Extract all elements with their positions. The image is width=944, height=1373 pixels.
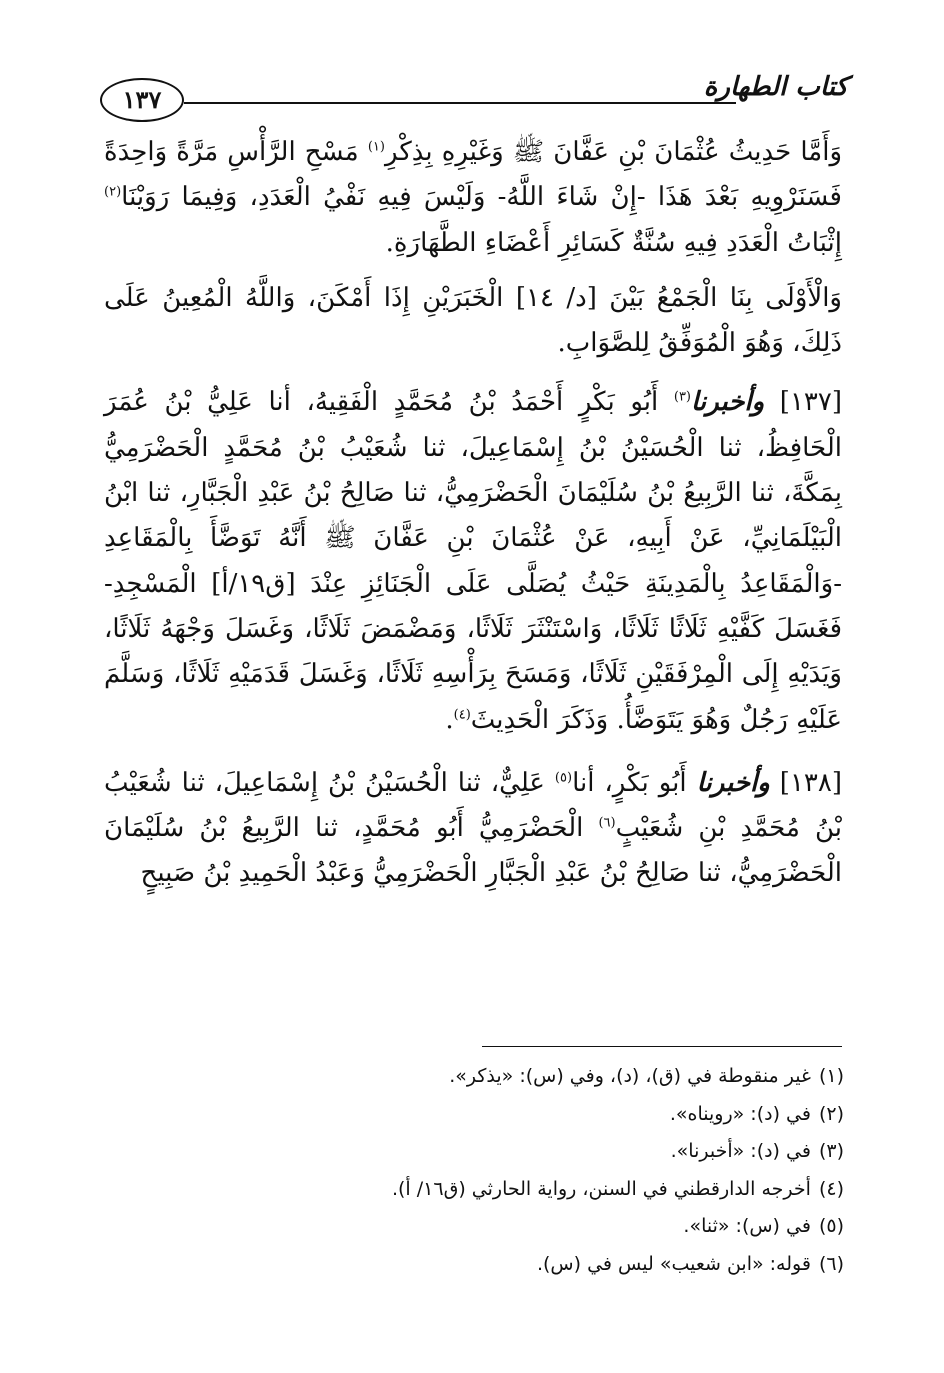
footnote-marker-3: (٣) (673, 389, 691, 405)
footnote (104, 1133, 844, 1171)
header-rule (184, 102, 736, 104)
footnote-separator (482, 1046, 842, 1047)
footnote-number: (٢) (818, 1102, 844, 1125)
footnote (104, 1058, 844, 1096)
footnote-text: في (د): «أخبرنا». (670, 1140, 811, 1162)
footnote-marker-6: (٦) (598, 815, 616, 831)
paragraph-1: وَأَمَّا حَدِيثُ عُثْمَانَ بْنِ عَفَّانَ ﷺ وَغَيْرِهِ بِذِكْرِ$^{(١)}$ مَسْحِ الرَّأْسِ مَرَّةً وَاحِدَةً فَسَنَرْوِيهِ بَعْدَ هَذَا -إِنْ شَاءَ اللَّهُ- وَلَيْسَ فِيهِ نَفْيُ الْعَدَدِ، وَفِيمَا رَوَيْنَا$^{(٢)}$ إِثْبَاتُ الْعَدَدِ فِيهِ سُنَّةٌ كَسَائِرِ أَعْضَاءِ الطَّهَارَةِ. (104, 137, 842, 258)
running-title: كتاب الطهارة (703, 72, 848, 102)
footnote-number: (٣) (818, 1140, 844, 1162)
hadith-138: [١٣٨] وأخبرنا أَبُو بَكْرٍ، أنا$^{(٥)}$ عَلِيٌّ، ثنا الْحُسَيْنُ بْنُ إِسْمَاعِيلَ، ثنا شُعَيْبُ بْنُ مُحَمَّدِ بْنِ شُعَيْبٍ$^{(٦)}$ الْحَضْرَمِيُّ أَبُو مُحَمَّدٍ، ثنا الرَّبِيعُ بْنُ سُلَيْمَانَ الْحَضْرَمِيُّ، ثنا صَالِحُ بْنُ عَبْدِ الْجَبَّارِ الْحَضْرَمِيُّ وَعَبْدُ الْحَمِيدِ بْنُ صَبِيحٍ (104, 767, 843, 889)
footnote (104, 1246, 844, 1284)
footnote-text: غير منقوطة في (ق)، (د)، وفي (س): «يذكر». (449, 1065, 811, 1087)
main-text (104, 130, 842, 897)
footnote-marker-1: (١) (367, 139, 385, 155)
footnote-number: (٥) (818, 1215, 844, 1237)
footnote-text: في (د): «رويناه». (669, 1102, 811, 1125)
hadith-keyword: وأخبرنا (691, 387, 765, 418)
footnote (104, 1096, 844, 1134)
hadith-137: [١٣٧] وأخبرنا$^{(٣)}$ أَبُو بَكْرٍ أَحْمَدُ بْنُ مُحَمَّدٍ الْفَقِيهُ، أنا عَلِيُّ بْنُ عُمَرَ الْحَافِظُ، ثنا الْحُسَيْنُ بْنُ إِسْمَاعِيلَ، ثنا شُعَيْبُ بْنُ مُحَمَّدٍ الْحَضْرَمِيُّ بِمَكَّةَ، ثنا الرَّبِيعُ بْنُ سُلَيْمَانَ الْحَضْرَمِيُّ، ثنا صَالِحُ بْنُ عَبْدِ الْجَبَّارِ، ثنا ابْنُ الْبَيْلَمَانِيِّ، عَنْ أَبِيهِ، عَنْ عُثْمَانَ بْنِ عَفَّانَ ﷺ أَنَّهُ تَوَضَّأَ بِالْمَقَاعِدِ -وَالْمَقَاعِدُ بِالْمَدِينَةِ حَيْثُ يُصَلَّى عَلَى الْجَنَائِزِ عِنْدَ [ق١٩/أ] الْمَسْجِدِ- فَغَسَلَ كَفَّيْهِ ثَلَاثًا ثَلَاثًا، وَاسْتَنْثَرَ ثَلَاثًا، وَمَضْمَضَ ثَلَاثًا، وَغَسَلَ وَجْهَهُ ثَلَاثًا، وَيَدَيْهِ إِلَى الْمِرْفَقَيْنِ ثَلَاثًا، وَمَسَحَ بِرَأْسِهِ ثَلَاثًا، وَغَسَلَ قَدَمَيْهِ ثَلَاثًا، وَسَلَّمَ عَلَيْهِ رَجُلٌ وَهُوَ يَتَوَضَّأُ. وَذَكَرَ الْحَدِيثَ$^{(٤)}$. (104, 387, 843, 735)
hadith-number: [١٣٨] (779, 767, 843, 798)
footnote-number: (١) (818, 1065, 844, 1087)
footnote-marker-4: (٤) (453, 706, 471, 722)
footnote-marker-2: (٢) (104, 184, 122, 200)
footnote (104, 1171, 844, 1209)
footnote-text: أخرجه الدارقطني في السنن، رواية الحارثي (ق١٦/ أ). (391, 1177, 811, 1200)
footnote (104, 1208, 844, 1246)
footnote-text: في (س): «ثنا». (683, 1215, 811, 1237)
paragraph-2: وَالْأَوْلَى بِنَا الْجَمْعُ بَيْنَ [د/ ١٤] الْخَبَرَيْنِ إِذَا أَمْكَنَ، وَاللَّهُ الْمُعِينُ عَلَى ذَلِكَ، وَهُوَ الْمُوَفِّقُ لِلصَّوَابِ. (104, 282, 842, 359)
page-number-badge: ١٣٧ (100, 78, 184, 122)
footnotes (104, 1058, 844, 1283)
footnote-number: (٤) (818, 1177, 844, 1200)
hadith-number: [١٣٧] (779, 387, 843, 418)
page-header (100, 68, 848, 128)
footnote-text: قوله: «ابن شعيب» ليس في (س). (536, 1252, 811, 1275)
footnote-marker-5: (٥) (554, 770, 573, 786)
hadith-keyword: وأخبرنا (696, 767, 770, 798)
footnote-number: (٦) (818, 1252, 844, 1275)
